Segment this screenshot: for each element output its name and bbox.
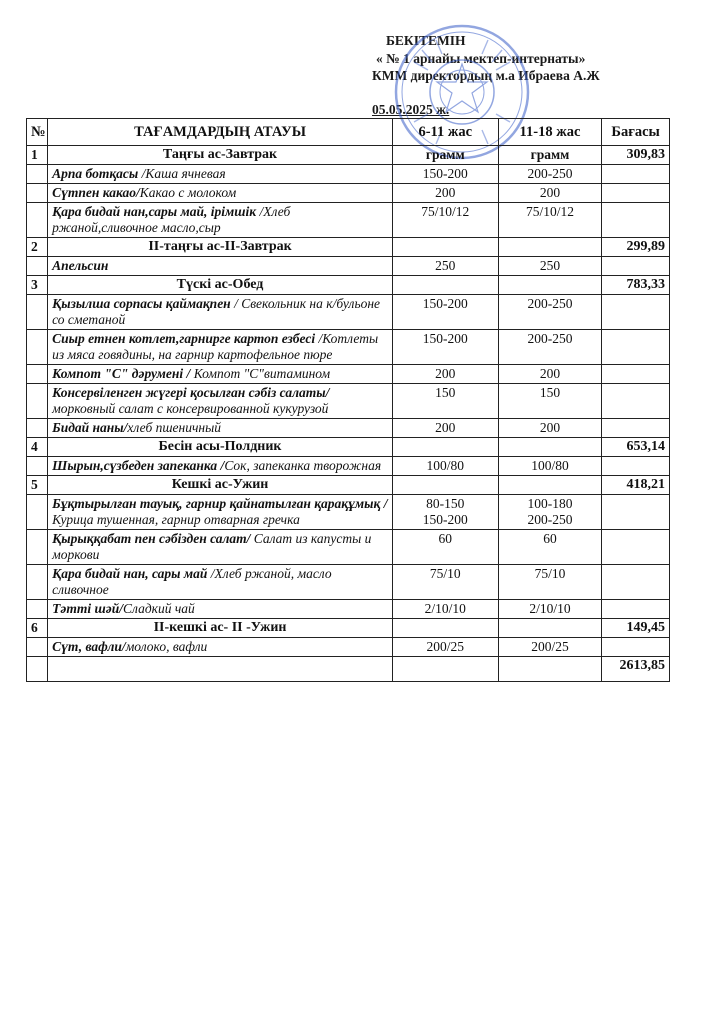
dish-price xyxy=(602,165,670,184)
dish-price xyxy=(602,365,670,384)
dish-number xyxy=(27,495,48,530)
dish-price xyxy=(602,495,670,530)
dish-qty-age1: 200 xyxy=(392,365,498,384)
dish-qty-age1: 100/80 xyxy=(392,457,498,476)
dish-qty-age1: 80-150 150-200 xyxy=(392,495,498,530)
dish-name xyxy=(48,384,393,419)
meal-unit-age1: грамм xyxy=(392,146,498,165)
approval-director: КММ директордың м.а Ибраева А.Ж xyxy=(372,68,600,83)
approval-block xyxy=(372,32,672,118)
dish-row xyxy=(27,257,670,276)
meal-row xyxy=(27,146,670,165)
header-age2: 11-18 жас xyxy=(498,119,602,146)
menu-body xyxy=(27,146,670,682)
dish-price xyxy=(602,530,670,565)
meal-name: Таңғы ас-Завтрак xyxy=(48,146,393,165)
meal-unit-age2 xyxy=(498,276,602,295)
meal-row xyxy=(27,238,670,257)
header-num: № xyxy=(27,119,48,146)
dish-name-ru: Сладкий чай xyxy=(123,601,195,616)
dish-qty-age2: 200-250 xyxy=(498,295,602,330)
dish-qty-age1: 75/10 xyxy=(392,565,498,600)
meal-name: Бесін асы-Полдник xyxy=(48,438,393,457)
dish-row xyxy=(27,457,670,476)
total-price: 2613,85 xyxy=(602,657,670,682)
dish-qty-age2: 2/10/10 xyxy=(498,600,602,619)
dish-name xyxy=(48,638,393,657)
dish-row xyxy=(27,165,670,184)
dish-qty-age2: 200-250 xyxy=(498,165,602,184)
meal-price: 418,21 xyxy=(602,476,670,495)
meal-price: 783,33 xyxy=(602,276,670,295)
total-name xyxy=(48,657,393,682)
header-age1: 6-11 жас xyxy=(392,119,498,146)
dish-price xyxy=(602,638,670,657)
dish-number xyxy=(27,419,48,438)
dish-qty-age1: 150-200 xyxy=(392,330,498,365)
dish-row xyxy=(27,419,670,438)
dish-name xyxy=(48,530,393,565)
header-name: ТАҒАМДАРДЫҢ АТАУЫ xyxy=(48,119,393,146)
meal-price: 149,45 xyxy=(602,619,670,638)
meal-name: Түскі ас-Обед xyxy=(48,276,393,295)
dish-name-kz: Сүтпен какао/ xyxy=(52,185,140,200)
dish-qty-age1: 150-200 xyxy=(392,295,498,330)
dish-row xyxy=(27,495,670,530)
dish-row xyxy=(27,600,670,619)
meal-price: 653,14 xyxy=(602,438,670,457)
dish-name-ru: /Котлеты из мяса говядины, на гарнир картофельное пюре xyxy=(52,331,379,362)
meal-row xyxy=(27,476,670,495)
meal-unit-age1 xyxy=(392,619,498,638)
dish-price xyxy=(602,295,670,330)
dish-name-ru: /Хлеб ржаной,сливочное масло,сыр xyxy=(52,204,291,235)
dish-qty-age2: 200 xyxy=(498,184,602,203)
meal-price: 309,83 xyxy=(602,146,670,165)
dish-name-kz: Қызылша сорпасы қаймақпен xyxy=(52,296,231,311)
dish-price xyxy=(602,565,670,600)
total-row xyxy=(27,657,670,682)
meal-name: ІІ-таңғы ас-ІІ-Завтрак xyxy=(48,238,393,257)
dish-name-ru: Какао с молоком xyxy=(139,185,237,200)
dish-number xyxy=(27,530,48,565)
dish-qty-age2: 150 xyxy=(498,384,602,419)
meal-number: 1 xyxy=(27,146,48,165)
meal-unit-age1 xyxy=(392,276,498,295)
dish-name xyxy=(48,495,393,530)
dish-price xyxy=(602,257,670,276)
dish-qty-age2: 200/25 xyxy=(498,638,602,657)
dish-qty-age2: 200 xyxy=(498,419,602,438)
dish-row xyxy=(27,330,670,365)
meal-name: ІІ-кешкі ас- ІІ -Ужин xyxy=(48,619,393,638)
meal-unit-age2 xyxy=(498,619,602,638)
dish-qty-age1: 60 xyxy=(392,530,498,565)
dish-price xyxy=(602,600,670,619)
dish-name-ru: / Свекольник на к/бульоне со сметаной xyxy=(52,296,381,327)
approval-title: БЕКІТЕМІН xyxy=(386,33,466,48)
dish-price xyxy=(602,330,670,365)
dish-name xyxy=(48,165,393,184)
dish-number xyxy=(27,638,48,657)
dish-price xyxy=(602,203,670,238)
dish-number xyxy=(27,295,48,330)
dish-name-ru: Сок, запеканка творожная xyxy=(224,458,382,473)
header-price: Бағасы xyxy=(602,119,670,146)
dish-qty-age2: 60 xyxy=(498,530,602,565)
meal-unit-age1 xyxy=(392,438,498,457)
dish-qty-age2: 200-250 xyxy=(498,330,602,365)
dish-name xyxy=(48,330,393,365)
dish-name-kz: Консервіленген жүгері қосылған сәбіз салаты/ xyxy=(52,385,330,400)
dish-name-kz: Бидай наны/ xyxy=(52,420,128,435)
dish-number xyxy=(27,330,48,365)
dish-name-ru: Компот "С"витамином xyxy=(190,366,331,381)
dish-row xyxy=(27,184,670,203)
dish-name-kz: Шырын,сүзбеден запеканка / xyxy=(52,458,225,473)
dish-row xyxy=(27,530,670,565)
total-age1 xyxy=(392,657,498,682)
meal-unit-age2 xyxy=(498,238,602,257)
dish-name-kz: Сиыр етнен котлет,гарнирге картоп езбесі xyxy=(52,331,316,346)
dish-number xyxy=(27,600,48,619)
meal-row xyxy=(27,276,670,295)
dish-name-ru: Курица тушенная, гарнир отварная гречка xyxy=(52,512,300,527)
dish-qty-age2: 100/80 xyxy=(498,457,602,476)
dish-qty-age1: 150 xyxy=(392,384,498,419)
meal-row xyxy=(27,438,670,457)
dish-name-kz: Компот "С" дәрумені / xyxy=(52,366,191,381)
meal-unit-age2 xyxy=(498,476,602,495)
dish-name xyxy=(48,203,393,238)
dish-name-kz: Бұқтырылған тауық, гарнир қайнатылған қарақұмық / xyxy=(52,496,388,511)
meal-unit-age1 xyxy=(392,476,498,495)
dish-row xyxy=(27,384,670,419)
meal-number: 6 xyxy=(27,619,48,638)
dish-qty-age1: 150-200 xyxy=(392,165,498,184)
dish-number xyxy=(27,384,48,419)
dish-row xyxy=(27,295,670,330)
meal-number: 5 xyxy=(27,476,48,495)
dish-name-ru: /Каша ячневая xyxy=(138,166,226,181)
meal-row xyxy=(27,619,670,638)
header-row xyxy=(27,119,670,146)
dish-number xyxy=(27,203,48,238)
dish-name-kz: Сүт, вафли/ xyxy=(52,639,126,654)
dish-row xyxy=(27,365,670,384)
dish-qty-age1: 2/10/10 xyxy=(392,600,498,619)
dish-number xyxy=(27,165,48,184)
dish-name-ru: Салат из капусты и моркови xyxy=(52,531,372,562)
dish-name xyxy=(48,600,393,619)
dish-qty-age2: 250 xyxy=(498,257,602,276)
dish-number xyxy=(27,457,48,476)
dish-name-ru: молоко, вафли xyxy=(125,639,208,654)
dish-row xyxy=(27,203,670,238)
dish-row xyxy=(27,638,670,657)
meal-unit-age2 xyxy=(498,438,602,457)
dish-qty-age1: 250 xyxy=(392,257,498,276)
meal-number: 4 xyxy=(27,438,48,457)
dish-name-ru: хлеб пшеничный xyxy=(127,420,222,435)
dish-name xyxy=(48,565,393,600)
dish-price xyxy=(602,457,670,476)
dish-name-kz: Қара бидай нан,сары май, ірімшік xyxy=(52,204,257,219)
dish-name xyxy=(48,365,393,384)
dish-number xyxy=(27,257,48,276)
dish-number xyxy=(27,184,48,203)
dish-qty-age2: 75/10 xyxy=(498,565,602,600)
meal-number: 3 xyxy=(27,276,48,295)
meal-unit-age2: грамм xyxy=(498,146,602,165)
dish-name xyxy=(48,419,393,438)
dish-qty-age1: 200 xyxy=(392,419,498,438)
dish-name-kz: Қырыққабат пен сәбізден салат/ xyxy=(52,531,251,546)
dish-name-kz: Қара бидай нан, сары май xyxy=(52,566,208,581)
dish-price xyxy=(602,419,670,438)
dish-name-kz: Тәтті шәй/ xyxy=(52,601,124,616)
dish-price xyxy=(602,184,670,203)
dish-qty-age2: 75/10/12 xyxy=(498,203,602,238)
dish-qty-age1: 200 xyxy=(392,184,498,203)
total-number xyxy=(27,657,48,682)
dish-qty-age2: 100-180 200-250 xyxy=(498,495,602,530)
dish-number xyxy=(27,565,48,600)
dish-row xyxy=(27,565,670,600)
dish-qty-age2: 200 xyxy=(498,365,602,384)
dish-name xyxy=(48,457,393,476)
menu-table xyxy=(26,118,670,682)
dish-name-kz: Арпа ботқасы xyxy=(52,166,139,181)
dish-name xyxy=(48,257,393,276)
approval-date: 05.05.2025 ж. xyxy=(372,101,450,117)
dish-qty-age1: 200/25 xyxy=(392,638,498,657)
dish-number xyxy=(27,365,48,384)
dish-name-kz: Апельсин xyxy=(52,258,109,273)
total-age2 xyxy=(498,657,602,682)
meal-unit-age1 xyxy=(392,238,498,257)
dish-name-ru: морковный салат с консервированной кукурузой xyxy=(52,401,329,416)
meal-number: 2 xyxy=(27,238,48,257)
dish-name xyxy=(48,184,393,203)
dish-qty-age1: 75/10/12 xyxy=(392,203,498,238)
approval-school: « № 1 арнайы мектеп-интернаты» xyxy=(376,50,586,66)
dish-name xyxy=(48,295,393,330)
dish-price xyxy=(602,384,670,419)
meal-price: 299,89 xyxy=(602,238,670,257)
meal-name: Кешкі ас-Ужин xyxy=(48,476,393,495)
dish-name-ru: /Хлеб ржаной, масло сливочное xyxy=(52,566,332,597)
